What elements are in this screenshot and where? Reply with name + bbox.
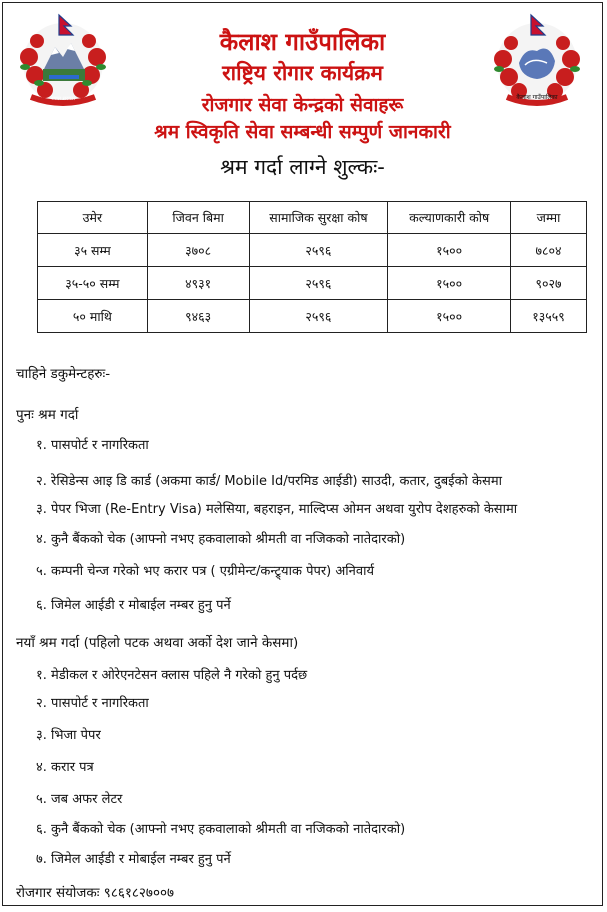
renewal-section-title: पुनः श्रम गर्दा xyxy=(16,407,79,423)
list-item: १. पासपोर्ट र नागरिकता xyxy=(36,438,149,453)
table-cell: ९०२७ xyxy=(511,267,587,300)
list-item: ३. पेपर भिजा (Re-Entry Visa) मलेसिया, बहराइन, माल्दिप्स ओमन अथवा युरोप देशहरुको केसामा xyxy=(36,502,518,517)
list-item: ७. जिमेल आईडी र मोबाईल नम्बर हुनु पर्ने xyxy=(36,852,231,867)
service-center-title: रोजगार सेवा केन्द्रको सेवाहरू xyxy=(201,94,404,116)
list-item: ४. कुनै बैंकको चेक (आफ्नो नभए हकवालाको श्रीमती वा नजिकको नातेदारको) xyxy=(36,532,406,547)
table-cell: २५९६ xyxy=(249,234,388,267)
list-item: २. पासपोर्ट र नागरिकता xyxy=(36,696,149,711)
list-item: ६. कुनै बैंकको चेक (आफ्नो नभए हकवालाको श्रीमती वा नजिकको नातेदारको) xyxy=(36,822,406,837)
table-cell: ३५-५० सम्म xyxy=(38,267,148,300)
list-item: ६. जिमेल आईडी र मोबाईल नम्बर हुनु पर्ने xyxy=(36,598,231,613)
table-row xyxy=(38,300,587,333)
list-item: २. रेसिडेन्स आइ डि कार्ड (अकमा कार्ड/ Mobile Id/परमिड आईडी) साउदी, कतार, दुबईको केसमा xyxy=(36,474,502,489)
table-cell: १५०० xyxy=(388,267,511,300)
list-item: १. मेडीकल र ओरेएनटेसन क्लास पहिले नै गरेको हुनु पर्दछ xyxy=(36,668,308,683)
table-cell: ३५ सम्म xyxy=(38,234,148,267)
table-row xyxy=(38,234,587,267)
table-cell: १५०० xyxy=(388,234,511,267)
table-cell: ७८०४ xyxy=(511,234,587,267)
documents-title: चाहिने डकुमेन्टहरुः- xyxy=(16,366,111,382)
fee-table xyxy=(37,201,587,333)
employment-coordinator-contact: रोजगार संयोजकः ९८६१८२७००७ xyxy=(16,885,175,901)
table-cell: १३५५९ xyxy=(511,300,587,333)
list-item: ५. कम्पनी चेन्ज गरेको भए करार पत्र ( एग्रीमेन्ट/कन्ट्र्याक पेपर) अनिवार्य xyxy=(36,564,375,579)
right-emblem-text: कैलाश गाउँपालिका xyxy=(516,94,558,101)
column-header: उमेर xyxy=(38,202,148,234)
column-header: कल्याणकारी कोष xyxy=(388,202,511,234)
table-cell: ४९३१ xyxy=(147,267,249,300)
new-section-title: नयाँ श्रम गर्दा (पहिलो पटक अथवा अर्को देश जाने केसमा) xyxy=(16,635,299,651)
list-item: ५. जब अफर लेटर xyxy=(36,792,123,807)
labor-approval-title: श्रम स्विकृति सेवा सम्बन्धी सम्पुर्ण जानकारी xyxy=(154,121,451,143)
notice-page xyxy=(2,2,603,906)
fee-section-title: श्रम गर्दा लाग्ने शुल्कः- xyxy=(220,155,385,179)
left-emblem-text: नेपाल सरकार xyxy=(50,96,76,102)
column-header: सामाजिक सुरक्षा कोष xyxy=(249,202,388,234)
program-title: राष्ट्रिय रोगार कार्यक्रम xyxy=(222,61,383,85)
table-cell: २५९६ xyxy=(249,267,388,300)
table-cell: ५० माथि xyxy=(38,300,148,333)
column-header: जिवन बिमा xyxy=(147,202,249,234)
table-cell: ९४६३ xyxy=(147,300,249,333)
table-cell: ३७०८ xyxy=(147,234,249,267)
table-cell: २५९६ xyxy=(249,300,388,333)
municipality-name: कैलाश गाउँपालिका xyxy=(219,28,386,56)
list-item: ३. भिजा पेपर xyxy=(36,728,101,743)
list-item: ४. करार पत्र xyxy=(36,760,94,775)
table-row xyxy=(38,267,587,300)
column-header: जम्मा xyxy=(511,202,587,234)
table-cell: १५०० xyxy=(388,300,511,333)
fee-table-header-row xyxy=(38,202,587,234)
